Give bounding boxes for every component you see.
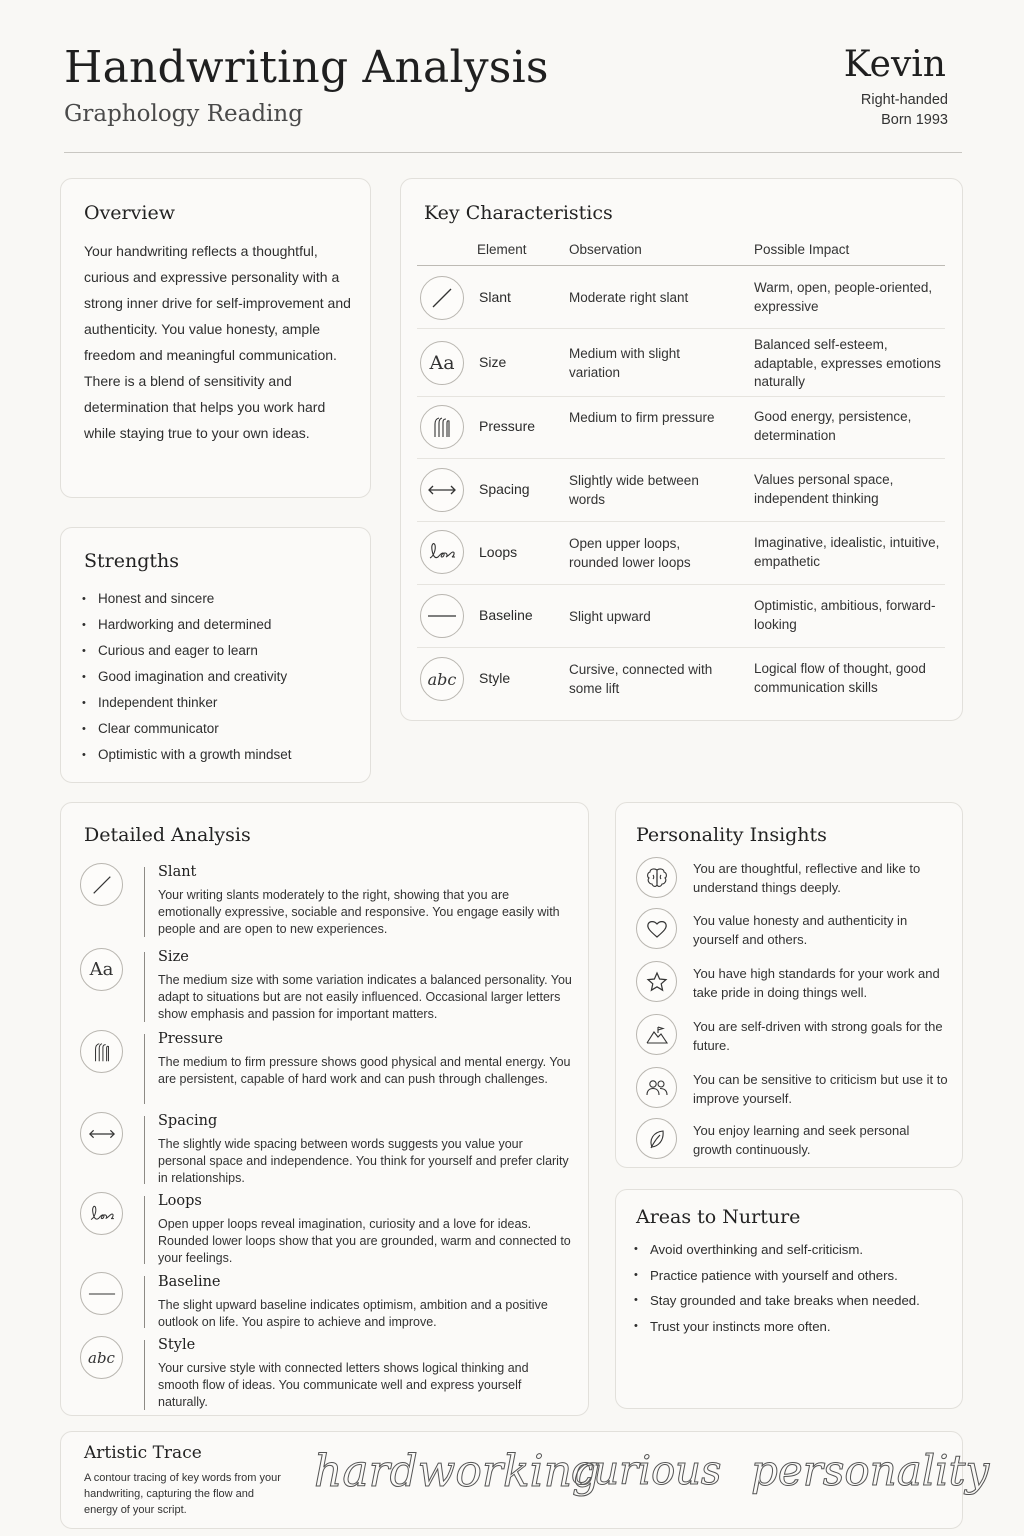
nurture-list (634, 1240, 944, 1342)
strengths-card (60, 527, 371, 783)
insight-text: You value honesty and authenticity in yourself and others. (693, 913, 908, 947)
size-icon: Aa (80, 948, 123, 991)
table-row (417, 648, 945, 710)
traced-word: personality (751, 1446, 990, 1495)
impact-text: Optimistic, ambitious, forward-looking (754, 598, 936, 632)
key-characteristics-title: Key Characteristics (424, 202, 613, 224)
impact-text: Balanced self-esteem, adaptable, expresses emotions naturally (754, 337, 941, 389)
client-handedness: Right-handed (860, 92, 948, 108)
artistic-trace-title: Artistic Trace (84, 1443, 202, 1463)
observation-text: Slight upward (569, 609, 651, 624)
column-header-impact: Possible Impact (754, 242, 850, 257)
list-item: • Avoid overthinking and self-criticism. (634, 1240, 944, 1260)
star-icon (636, 961, 677, 1002)
detailed-analysis-title: Detailed Analysis (84, 824, 251, 846)
analysis-heading: Baseline (158, 1274, 221, 1290)
areas-to-nurture-card (615, 1189, 963, 1409)
list-item: • Hardworking and determined (82, 616, 362, 642)
analysis-text: Your writing slants moderately to the right, showing that you are emotionally expressive, sociable and responsive. You engage easily with people and are open to new experiences. (158, 888, 560, 936)
baseline-icon (420, 594, 464, 638)
element-label: Slant (479, 289, 511, 305)
list-item: • Honest and sincere (82, 590, 362, 616)
personality-insights-title: Personality Insights (636, 824, 827, 846)
list-item: • Practice patience with yourself and others. (634, 1266, 944, 1286)
item-divider (144, 952, 145, 1022)
list-item: • Good imagination and creativity (82, 668, 362, 694)
item-divider (144, 1276, 145, 1328)
client-name: Kevin (843, 44, 946, 85)
table-header-divider (417, 265, 945, 266)
impact-text: Values personal space, independent thinking (754, 472, 894, 506)
insight-text: You can be sensitive to criticism but use it to improve yourself. (693, 1072, 948, 1106)
strengths-title: Strengths (84, 550, 179, 572)
insight-text: You enjoy learning and seek personal growth continuously. (693, 1123, 910, 1157)
analysis-text: The slight upward baseline indicates optimism, ambition and a positive outlook on life. You aspire to achieve and improve. (158, 1298, 548, 1329)
analysis-text: Your cursive style with connected letters shows logical thinking and smooth flow of ideas. You communicate well and express yourself naturally. (158, 1361, 529, 1409)
analysis-text: The medium size with some variation indicates a balanced personality. You adapt to situations but are not easily influenced. Occasional larger letters show emphasis and passion for important matters. (158, 973, 572, 1021)
page-subtitle: Graphology Reading (64, 101, 303, 127)
page-title: Handwriting Analysis (64, 42, 549, 93)
slant-icon (80, 863, 123, 906)
analysis-text: Open upper loops reveal imagination, curiosity and a love for ideas. Rounded lower loops show that you are grounded, warm and connected to your feelings. (158, 1217, 571, 1265)
overview-text: Your handwriting reflects a thoughtful, curious and expressive personality with a strong inner drive for self-improvement and authenticity. You value honesty, ample freedom and meaningful communication. There is a blend of sensitivity and determination that helps you work hard while staying true to your own ideas. (84, 243, 351, 441)
list-item: • Independent thinker (82, 694, 362, 720)
overview-title: Overview (84, 202, 175, 224)
list-item: • Curious and eager to learn (82, 642, 362, 668)
element-label: Loops (479, 544, 518, 560)
insight-text: You are thoughtful, reflective and like to understand things deeply. (693, 861, 921, 895)
table-row (417, 267, 945, 329)
observation-text: Cursive, connected with some lift (569, 662, 713, 696)
slant-icon (420, 276, 464, 320)
observation-text: Open upper loops, rounded lower loops (569, 536, 691, 570)
element-label: Spacing (479, 481, 530, 497)
insight-text: You have high standards for your work and take pride in doing things well. (693, 966, 940, 1000)
analysis-heading: Loops (158, 1193, 202, 1209)
item-divider (144, 1116, 145, 1184)
list-item: • Trust your instincts more often. (634, 1317, 944, 1337)
impact-text: Warm, open, people-oriented, expressive (754, 280, 933, 314)
analysis-heading: Slant (158, 864, 197, 880)
element-label: Baseline (479, 607, 533, 623)
impact-text: Imaginative, idealistic, intuitive, empathetic (754, 535, 940, 569)
traced-word: curious (571, 1448, 722, 1494)
baseline-icon (80, 1272, 123, 1315)
leaf-icon (636, 1118, 677, 1159)
item-divider (144, 1340, 145, 1410)
impact-text: Logical flow of thought, good communication skills (754, 661, 926, 695)
list-item: • Stay grounded and take breaks when needed. (634, 1291, 944, 1311)
analysis-text: The slightly wide spacing between words suggests you value your personal space and independence. You think for yourself and prefer clarity in relationships. (158, 1137, 569, 1185)
observation-text: Medium with slight variation (569, 346, 681, 380)
personality-insights-card (615, 802, 963, 1168)
item-divider (144, 1196, 145, 1264)
pressure-icon (80, 1030, 123, 1073)
pressure-icon (420, 405, 464, 449)
list-item: • Clear communicator (82, 720, 362, 746)
table-row (417, 522, 945, 585)
spacing-icon (80, 1112, 123, 1155)
detailed-analysis-card (60, 802, 589, 1416)
traced-word: hardworking (314, 1446, 601, 1497)
impact-text: Good energy, persistence, determination (754, 409, 912, 443)
list-item: • Optimistic with a growth mindset (82, 746, 362, 772)
loops-icon (80, 1192, 123, 1235)
strengths-list (82, 590, 362, 772)
artistic-trace-card (60, 1431, 990, 1529)
spacing-icon (420, 468, 464, 512)
analysis-heading: Style (158, 1337, 196, 1353)
table-row (417, 397, 945, 459)
observation-text: Slightly wide between words (569, 473, 699, 507)
key-characteristics-card (400, 178, 963, 721)
item-divider (144, 1034, 145, 1104)
size-icon: Aa (420, 341, 464, 385)
artistic-trace-description: A contour tracing of key words from your handwriting, capturing the flow and energy of your script. (84, 1472, 281, 1516)
analysis-text: The medium to firm pressure shows good physical and mental energy. You are persistent, capable of hard work and can push through challenges. (158, 1055, 571, 1086)
element-label: Size (479, 354, 507, 370)
areas-to-nurture-title: Areas to Nurture (636, 1206, 801, 1228)
analysis-heading: Size (158, 949, 189, 965)
element-label: Style (479, 670, 511, 686)
heart-icon (636, 908, 677, 949)
insight-text: You are self-driven with strong goals for the future. (693, 1019, 943, 1053)
analysis-heading: Spacing (158, 1113, 218, 1129)
loops-icon (420, 530, 464, 574)
brain-icon (636, 857, 677, 898)
mountain-flag-icon (636, 1014, 677, 1055)
item-divider (144, 867, 145, 937)
table-row (417, 585, 945, 648)
column-header-observation: Observation (569, 242, 642, 257)
observation-text: Medium to firm pressure (569, 410, 715, 425)
client-birth-year: Born 1993 (881, 112, 948, 128)
style-icon: abc (420, 657, 464, 701)
header-divider (64, 152, 962, 153)
style-icon: abc (80, 1336, 123, 1379)
analysis-heading: Pressure (158, 1031, 224, 1047)
table-row (417, 329, 945, 397)
overview-card (60, 178, 371, 498)
element-label: Pressure (479, 418, 536, 434)
table-row (417, 459, 945, 522)
observation-text: Moderate right slant (569, 290, 689, 305)
people-icon (636, 1067, 677, 1108)
column-header-element: Element (477, 242, 527, 257)
